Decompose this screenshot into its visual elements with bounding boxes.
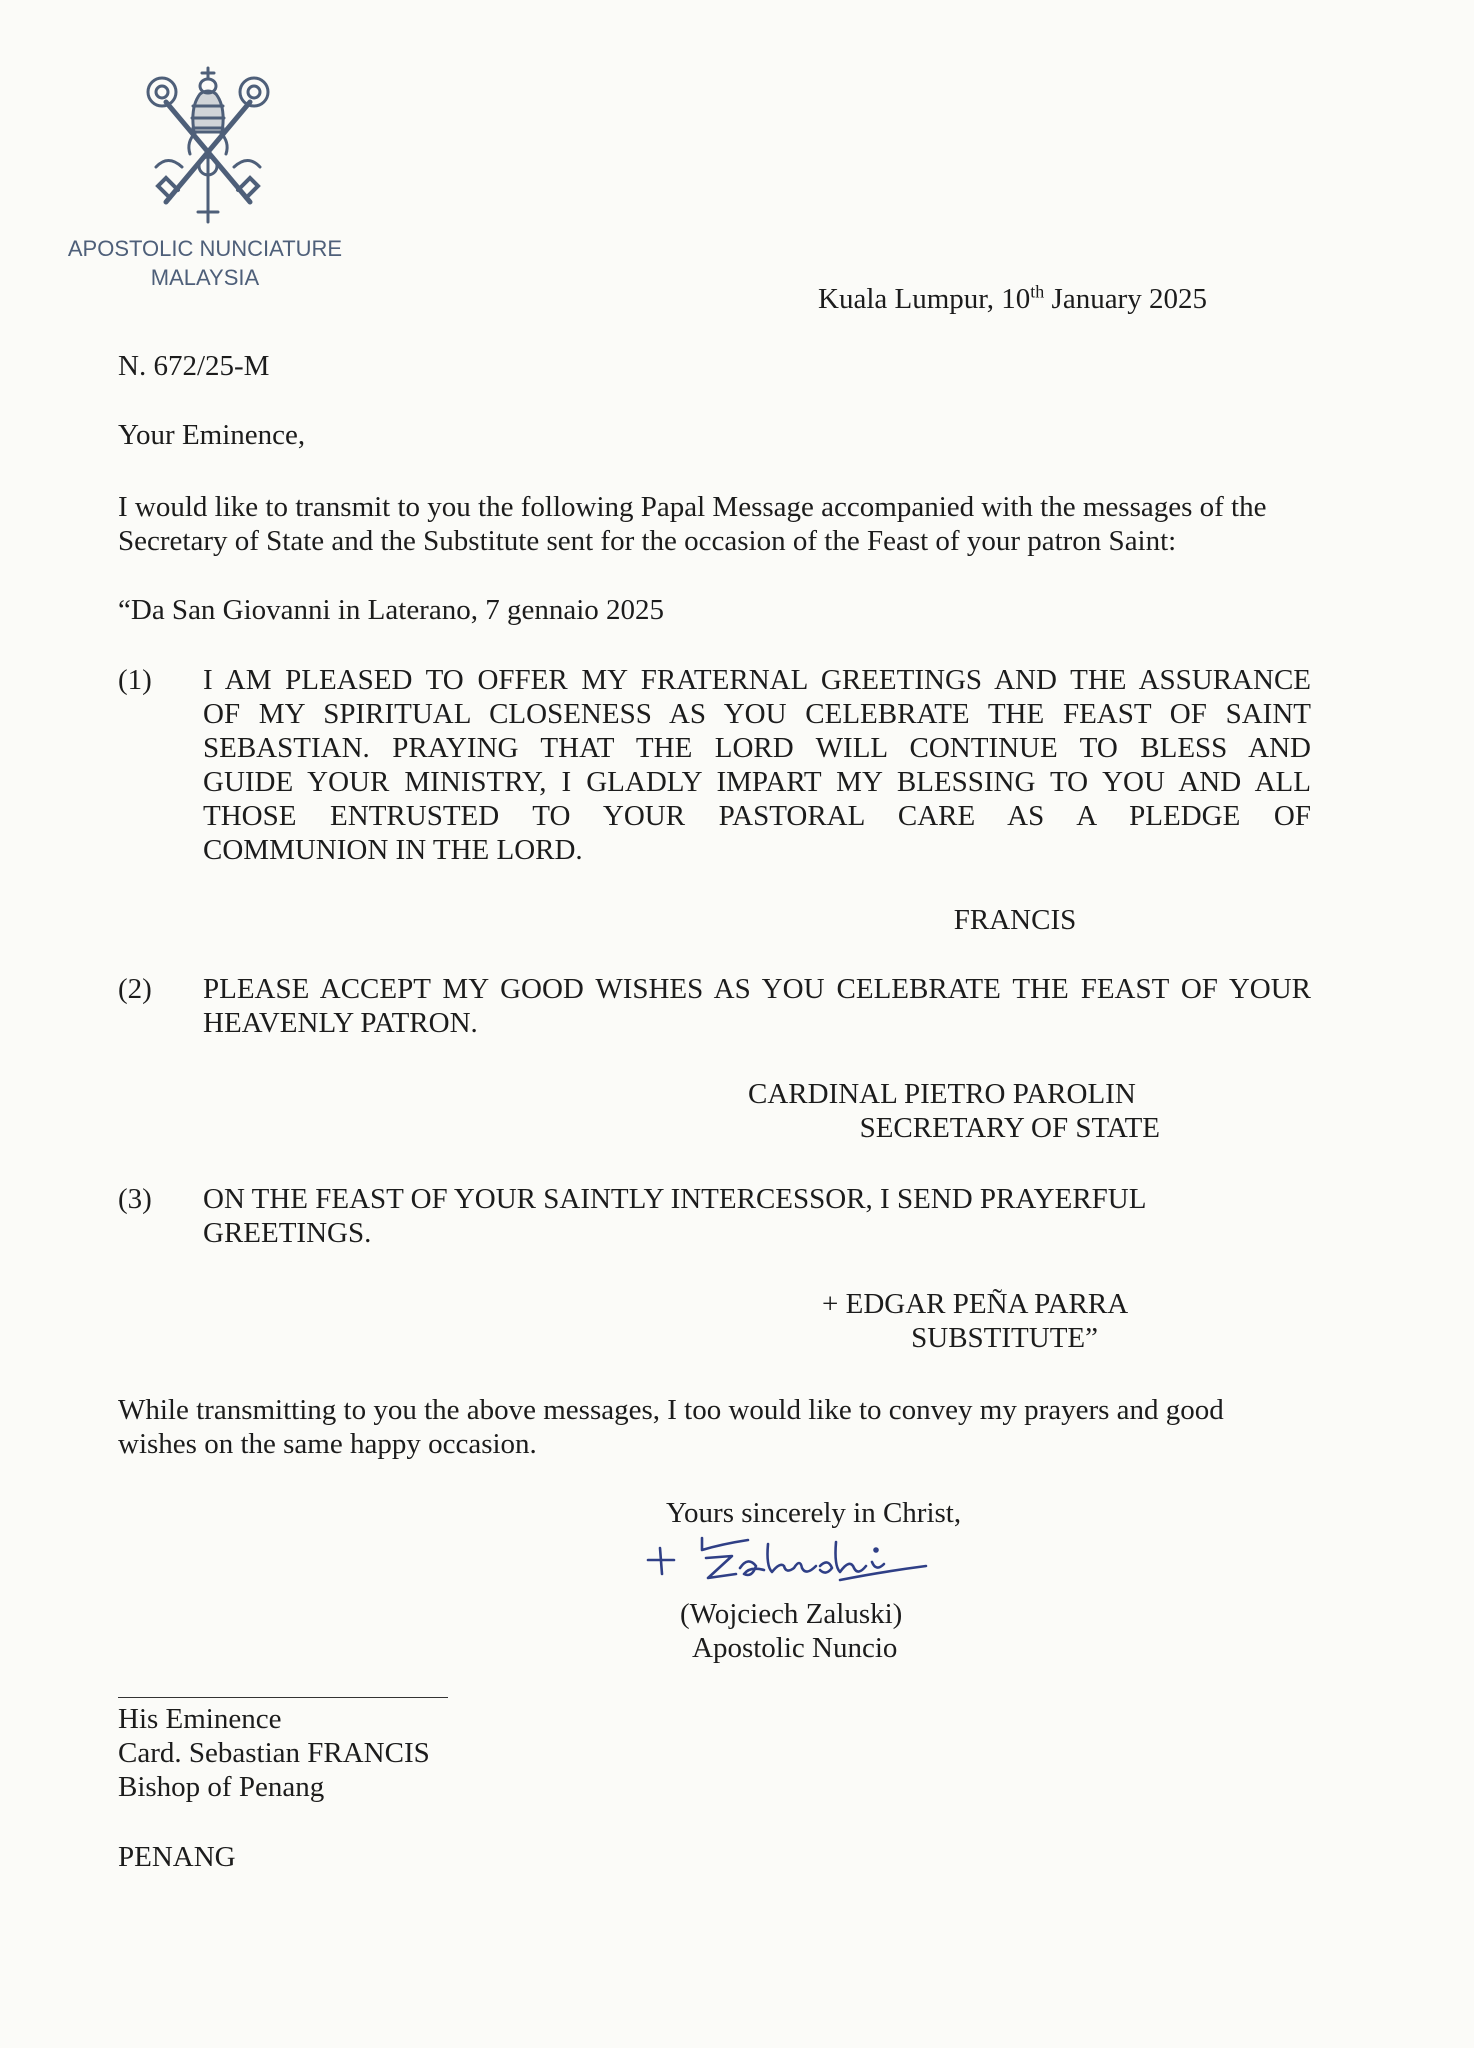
signatory-line: CARDINAL PIETRO PAROLIN bbox=[748, 1078, 1136, 1110]
message-line: HEAVENLY PATRON. bbox=[203, 1007, 478, 1039]
message-line: COMMUNION IN THE LORD. bbox=[203, 834, 583, 866]
signature-name: (Wojciech Zaluski) bbox=[680, 1598, 903, 1630]
recipient-line: His Eminence bbox=[118, 1703, 282, 1735]
signatory-line: + EDGAR PEÑA PARRA bbox=[822, 1288, 1129, 1320]
intro-line: Secretary of State and the Substitute sent for the occasion of the Feast of your patron Saint: bbox=[118, 525, 1177, 557]
date-ordinal: th bbox=[1030, 281, 1045, 302]
message-line: SEBASTIAN. PRAYING THAT THE LORD WILL CONTINUE TO BLESS AND bbox=[203, 732, 1311, 764]
handwritten-signature bbox=[640, 1522, 940, 1594]
signatory-line: SECRETARY OF STATE bbox=[859, 1112, 1160, 1144]
nunciature-name bbox=[60, 234, 350, 292]
message-line: THOSE ENTRUSTED TO YOUR PASTORAL CARE AS A PLEDGE OF bbox=[203, 800, 1311, 832]
message-number: (2) bbox=[118, 973, 152, 1005]
message-3-signatory bbox=[810, 1287, 1150, 1355]
message-1-signatory bbox=[900, 903, 1130, 937]
message-number: (1) bbox=[118, 664, 152, 696]
message-line: GREETINGS. bbox=[203, 1217, 372, 1249]
signatory-line: FRANCIS bbox=[953, 904, 1077, 936]
message-2-signatory bbox=[740, 1077, 1160, 1145]
message-line: I AM PLEASED TO OFFER MY FRATERNAL GREETINGS AND THE ASSURANCE bbox=[203, 664, 1311, 696]
signatory-name bbox=[680, 1597, 940, 1665]
signature-title: Apostolic Nuncio bbox=[692, 1632, 898, 1664]
date-suffix: January 2025 bbox=[1044, 283, 1207, 315]
nunciature-name-line1: APOSTOLIC NUNCIATURE bbox=[67, 236, 343, 261]
message-line: PLEASE ACCEPT MY GOOD WISHES AS YOU CELEBRATE THE FEAST OF YOUR bbox=[203, 973, 1311, 1005]
recipient-city: PENANG bbox=[118, 1841, 236, 1873]
message-line: ON THE FEAST OF YOUR SAINTLY INTERCESSOR, I SEND PRAYERFUL bbox=[203, 1183, 1147, 1215]
papal-crest-icon bbox=[138, 62, 278, 227]
signatory-line: SUBSTITUTE” bbox=[911, 1322, 1098, 1354]
date-prefix: Kuala Lumpur, 10 bbox=[818, 283, 1031, 315]
recipient-line: Bishop of Penang bbox=[118, 1771, 325, 1803]
recipient-address bbox=[118, 1702, 430, 1804]
message-number: (3) bbox=[118, 1183, 152, 1215]
nunciature-name-line2: MALAYSIA bbox=[150, 265, 260, 290]
intro-line: I would like to transmit to you the following Papal Message accompanied with the messages of the bbox=[118, 491, 1267, 523]
quote-header: “Da San Giovanni in Laterano, 7 gennaio 2025 bbox=[118, 594, 665, 626]
message-line: OF MY SPIRITUAL CLOSENESS AS YOU CELEBRATE THE FEAST OF SAINT bbox=[203, 698, 1311, 730]
message-line: GUIDE YOUR MINISTRY, I GLADLY IMPART MY BLESSING TO YOU AND ALL bbox=[203, 766, 1311, 798]
closing-line: wishes on the same happy occasion. bbox=[118, 1428, 537, 1460]
valediction: Yours sincerely in Christ, bbox=[666, 1497, 962, 1529]
letter-date bbox=[818, 282, 1207, 316]
reference-number: N. 672/25-M bbox=[118, 350, 270, 382]
intro-paragraph bbox=[118, 490, 1308, 558]
closing-line: While transmitting to you the above messages, I too would like to convey my prayers and good bbox=[118, 1394, 1224, 1426]
recipient-line: Card. Sebastian FRANCIS bbox=[118, 1737, 430, 1769]
closing-paragraph bbox=[118, 1393, 1308, 1461]
divider bbox=[118, 1697, 448, 1698]
salutation: Your Eminence, bbox=[118, 419, 306, 451]
